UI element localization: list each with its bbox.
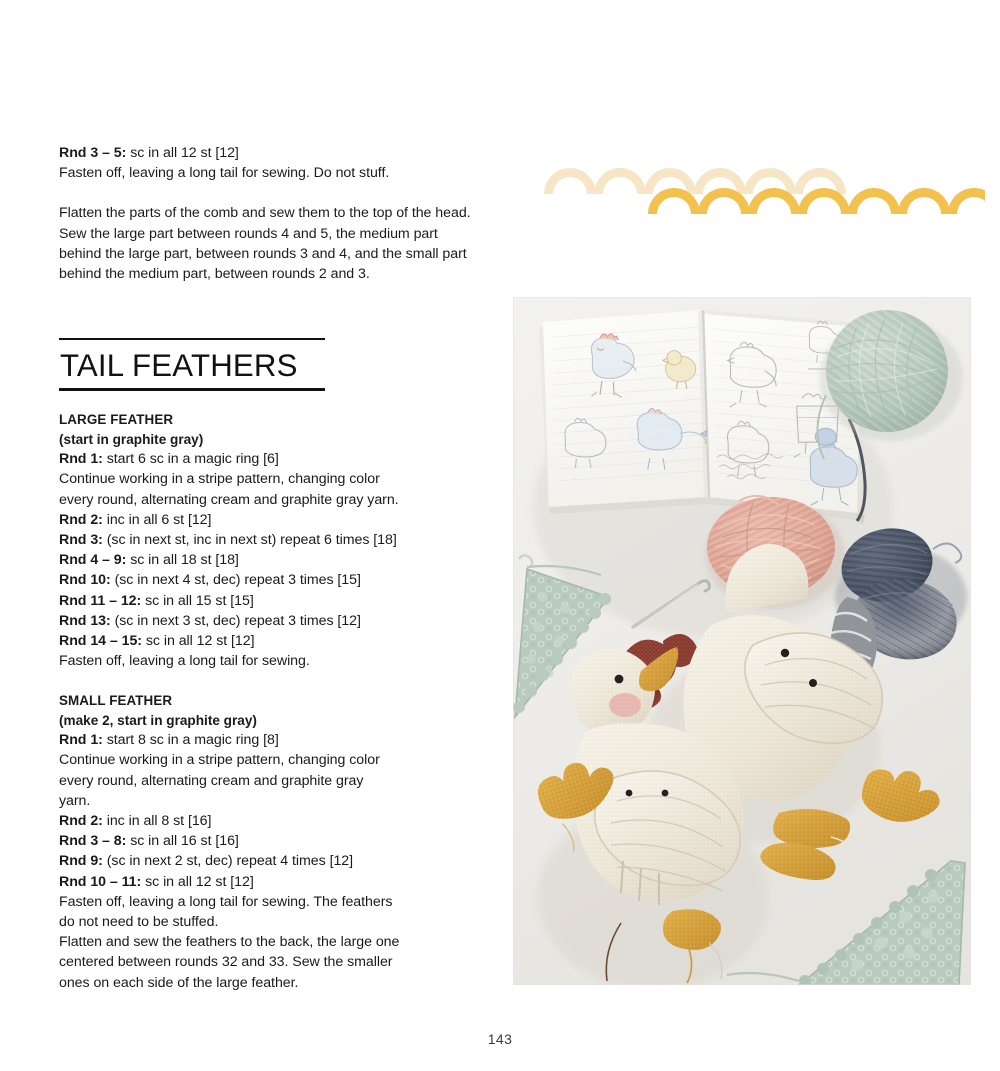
instruction-line: [59, 449, 479, 469]
round-text: do not need to be stuffed.: [59, 914, 219, 931]
round-text: sc in all 12 st [12]: [141, 633, 255, 650]
round-label: Rnd 1:: [59, 451, 103, 468]
instruction-line: [59, 932, 479, 952]
instruction-line: [59, 469, 479, 489]
round-label: Rnd 3:: [59, 532, 103, 548]
round-label: Rnd 1:: [59, 732, 103, 749]
instruction-line: [59, 631, 479, 651]
instruction-line: [59, 570, 479, 590]
scallop-arch: [594, 168, 646, 194]
round-label: Rnd 10:: [59, 572, 111, 589]
scallop-border-svg: [540, 168, 985, 230]
round-label: Rnd 13:: [59, 612, 111, 629]
round-text: (sc in next 3 st, dec) repeat 3 times [12]: [110, 612, 361, 629]
small-feather-heading: SMALL FEATHER: [59, 693, 173, 708]
instruction-line: [59, 952, 479, 972]
chicken-eye: [781, 649, 789, 657]
photo-illustration: [513, 297, 971, 985]
small-feather-rows: [59, 730, 479, 993]
round-label: Rnd 11 – 12:: [59, 592, 142, 609]
chicken-eye: [615, 675, 624, 684]
instruction-line: [59, 831, 479, 851]
scallop-arch: [898, 188, 950, 214]
round-text: start 6 sc in a magic ring [6]: [102, 451, 279, 468]
round-text: ones on each side of the large feather.: [59, 974, 299, 991]
instruction-line: [59, 791, 479, 811]
instruction-line: [59, 510, 479, 530]
scallop-arch: [948, 188, 985, 214]
round-text: (sc in next 2 st, dec) repeat 4 times [12]: [102, 853, 354, 870]
round-text: inc in all 6 st [12]: [102, 511, 212, 528]
intro-round-line: [59, 143, 474, 163]
round-text: Fasten off, leaving a long tail for sewing. The feathers: [59, 893, 393, 910]
round-text: start 8 sc in a magic ring [8]: [102, 732, 279, 749]
round-text: every round, alternating cream and graphite gray: [59, 772, 364, 789]
large-feather-rows: [59, 449, 479, 671]
round-label: Rnd 4 – 9:: [59, 552, 127, 569]
round-label: Rnd 2:: [59, 813, 103, 829]
large-feather-heading: LARGE FEATHER: [59, 412, 174, 427]
scallop-border-decoration: [540, 168, 985, 230]
section-title-group: [59, 338, 325, 391]
round-text: sc in all 12 st [12]: [126, 145, 239, 161]
round-label: Rnd 2:: [59, 511, 103, 528]
round-text: Continue working in a stripe pattern, changing color: [59, 752, 380, 769]
instruction-line: [59, 611, 479, 631]
round-text: (sc in next 4 st, dec) repeat 3 times [15]: [110, 572, 361, 589]
instruction-line: [59, 490, 479, 510]
instruction-line: [59, 750, 479, 770]
scallop-arch: [544, 168, 596, 194]
instruction-line: [59, 651, 479, 671]
page-number: 143: [487, 1031, 513, 1047]
instruction-line: [59, 591, 479, 611]
round-text: Continue working in a stripe pattern, changing color: [59, 471, 380, 488]
large-feather-section: [59, 410, 479, 671]
instruction-line: [59, 892, 479, 912]
round-label: Rnd 10 – 11:: [59, 873, 142, 890]
instruction-line: [59, 811, 479, 831]
instruction-line: [59, 771, 479, 791]
round-text: Flatten and sew the feathers to the back, the large one: [59, 934, 400, 951]
round-text: inc in all 8 st [16]: [102, 813, 212, 829]
small-feather-section: [59, 691, 479, 993]
chicken-eye: [809, 679, 817, 687]
round-text: sc in all 16 st [16]: [126, 833, 239, 850]
round-text: sc in all 15 st [15]: [141, 592, 254, 609]
round-text: sc in all 18 st [18]: [126, 552, 239, 569]
scallop-back-row: [544, 168, 846, 194]
instruction-line: [59, 872, 479, 892]
intro-paragraph: Flatten the parts of the comb and sew them to the top of the head. Sew the large part between rounds 4 and 5, the medium part behind the large part, between rounds 3 and 4, and the small part behind the medium part, between rounds 2 and 3.: [59, 205, 471, 283]
round-text: every round, alternating cream and graphite gray yarn.: [59, 491, 399, 508]
round-label: Rnd 3 – 5:: [59, 145, 127, 161]
scallop-arch: [848, 188, 900, 214]
round-text: (sc in next st, inc in next st) repeat 6 times [18]: [102, 532, 397, 548]
round-text: yarn.: [59, 792, 91, 809]
small-feather-note: (make 2, start in graphite gray): [59, 712, 257, 728]
crochet-chickens-photo: [513, 297, 971, 985]
page-title: TAIL FEATHERS: [59, 347, 298, 384]
title-rule-bottom: [59, 388, 325, 390]
round-text: sc in all 12 st [12]: [141, 873, 254, 890]
instruction-line: [59, 912, 479, 932]
instruction-line: [59, 973, 479, 993]
round-text: Fasten off, leaving a long tail for sewing.: [59, 653, 310, 670]
instruction-line: [59, 550, 479, 570]
round-label: Rnd 14 – 15:: [59, 633, 142, 650]
large-feather-note: (start in graphite gray): [59, 431, 204, 447]
round-text: centered between rounds 32 and 33. Sew the smaller: [59, 954, 393, 971]
instruction-line: [59, 730, 479, 750]
intro-fasten-off-line: Fasten off, leaving a long tail for sewing. Do not stuff.: [59, 165, 390, 182]
intro-text-block: [59, 143, 474, 284]
instruction-line: [59, 851, 479, 871]
instruction-line: [59, 530, 479, 550]
round-label: Rnd 9:: [59, 853, 103, 870]
round-label: Rnd 3 – 8:: [59, 833, 127, 850]
